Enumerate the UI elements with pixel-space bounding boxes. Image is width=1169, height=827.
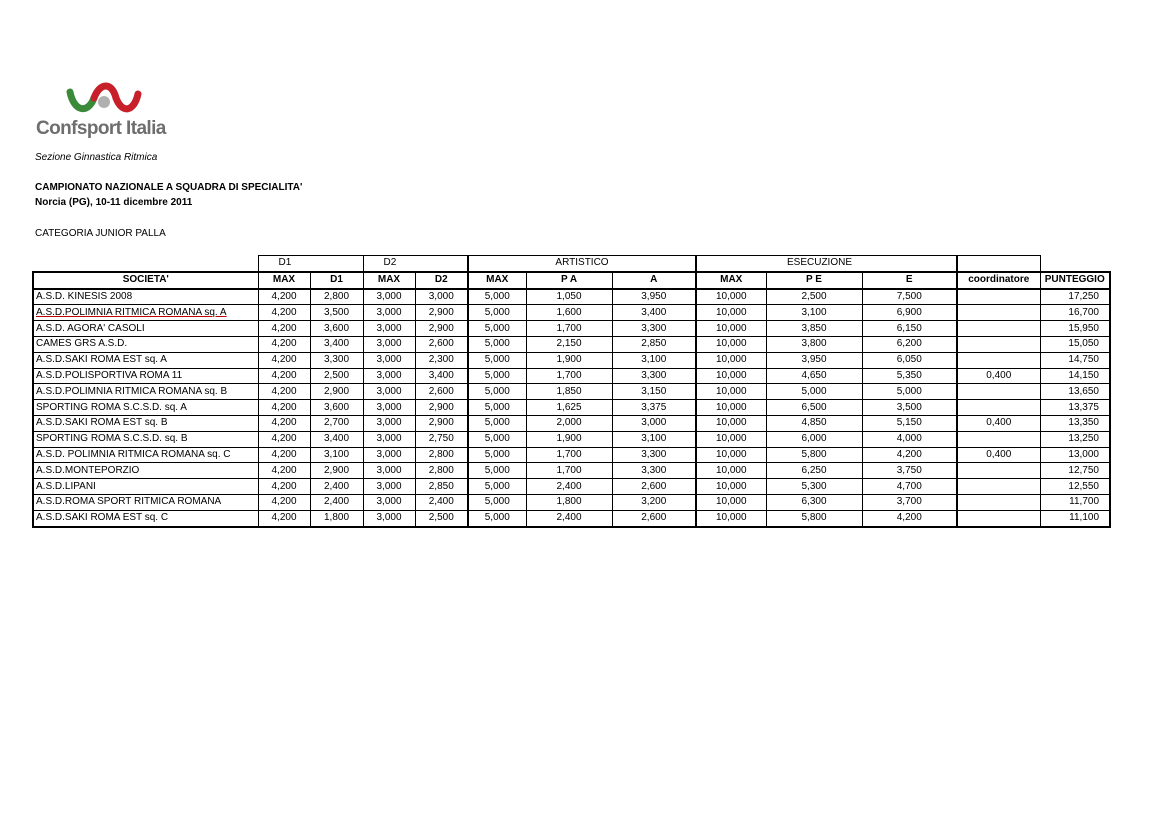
cell-societa: A.S.D.SAKI ROMA EST sq. B — [33, 415, 258, 431]
cell-max-d1: 4,200 — [258, 384, 310, 400]
cell-max-artistico: 5,000 — [468, 384, 526, 400]
cell-max-d2: 3,000 — [363, 321, 415, 337]
cell-pa: 2,150 — [526, 336, 612, 352]
cell-punteggio: 12,550 — [1040, 479, 1110, 495]
cell-pa: 2,400 — [526, 479, 612, 495]
cell-pe: 5,000 — [766, 384, 862, 400]
col-header-pe: P E — [766, 272, 862, 289]
group-d2-cont — [415, 256, 468, 272]
results-table — [32, 255, 1111, 528]
cell-max-d1: 4,200 — [258, 352, 310, 368]
cell-max-d2: 3,000 — [363, 384, 415, 400]
cell-max-d2: 3,000 — [363, 289, 415, 305]
cell-a: 3,300 — [612, 321, 696, 337]
col-header-punteggio: PUNTEGGIO — [1040, 272, 1110, 289]
group-d1-cont — [310, 256, 363, 272]
cell-max-artistico: 5,000 — [468, 510, 526, 526]
cell-a: 3,375 — [612, 400, 696, 416]
cell-coordinatore — [957, 336, 1040, 352]
cell-a: 3,100 — [612, 431, 696, 447]
cell-punteggio: 13,000 — [1040, 447, 1110, 463]
cell-e: 5,000 — [862, 384, 957, 400]
cell-punteggio: 13,250 — [1040, 431, 1110, 447]
cell-max-d1: 4,200 — [258, 463, 310, 479]
cell-societa: A.S.D.LIPANI — [33, 479, 258, 495]
cell-e: 4,200 — [862, 447, 957, 463]
cell-e: 3,750 — [862, 463, 957, 479]
cell-d1: 3,500 — [310, 305, 363, 321]
cell-e: 3,500 — [862, 400, 957, 416]
cell-d2: 2,900 — [415, 415, 468, 431]
table-row — [33, 415, 1110, 431]
cell-max-esecuzione: 10,000 — [696, 336, 766, 352]
cell-pe: 2,500 — [766, 289, 862, 305]
column-header-row — [33, 272, 1110, 289]
cell-pe: 4,850 — [766, 415, 862, 431]
cell-pe: 6,250 — [766, 463, 862, 479]
cell-coordinatore — [957, 494, 1040, 510]
group-header-row — [33, 256, 1110, 272]
cell-e: 4,700 — [862, 479, 957, 495]
cell-societa: A.S.D.SAKI ROMA EST sq. A — [33, 352, 258, 368]
cell-e: 6,200 — [862, 336, 957, 352]
cell-max-artistico: 5,000 — [468, 400, 526, 416]
cell-a: 3,950 — [612, 289, 696, 305]
cell-max-d2: 3,000 — [363, 479, 415, 495]
cell-societa: A.S.D.POLIMNIA RITMICA ROMANA sq. B — [33, 384, 258, 400]
cell-max-d1: 4,200 — [258, 321, 310, 337]
cell-d1: 2,400 — [310, 479, 363, 495]
cell-d2: 2,800 — [415, 463, 468, 479]
cell-e: 6,150 — [862, 321, 957, 337]
cell-pe: 5,800 — [766, 447, 862, 463]
cell-pa: 1,600 — [526, 305, 612, 321]
cell-societa: A.S.D.POLIMNIA RITMICA ROMANA sq. A — [33, 305, 258, 321]
cell-coordinatore — [957, 321, 1040, 337]
table-row — [33, 479, 1110, 495]
cell-max-d1: 4,200 — [258, 368, 310, 384]
category-label: CATEGORIA JUNIOR PALLA — [35, 228, 166, 239]
cell-coordinatore — [957, 400, 1040, 416]
cell-max-d1: 4,200 — [258, 479, 310, 495]
cell-d1: 3,400 — [310, 431, 363, 447]
cell-punteggio: 11,100 — [1040, 510, 1110, 526]
col-header-max-d1: MAX — [258, 272, 310, 289]
cell-punteggio: 13,375 — [1040, 400, 1110, 416]
cell-max-d2: 3,000 — [363, 368, 415, 384]
cell-pa: 1,900 — [526, 431, 612, 447]
cell-e: 6,900 — [862, 305, 957, 321]
cell-d1: 2,500 — [310, 368, 363, 384]
cell-pe: 3,100 — [766, 305, 862, 321]
cell-pe: 4,650 — [766, 368, 862, 384]
cell-max-esecuzione: 10,000 — [696, 463, 766, 479]
group-d2: D2 — [363, 256, 415, 272]
cell-max-artistico: 5,000 — [468, 494, 526, 510]
cell-coordinatore — [957, 384, 1040, 400]
col-header-coordinatore: coordinatore — [957, 272, 1040, 289]
cell-e: 6,050 — [862, 352, 957, 368]
col-header-a: A — [612, 272, 696, 289]
cell-max-artistico: 5,000 — [468, 321, 526, 337]
table-row — [33, 289, 1110, 305]
cell-a: 3,000 — [612, 415, 696, 431]
cell-pa: 2,000 — [526, 415, 612, 431]
cell-d2: 2,600 — [415, 336, 468, 352]
col-header-pa: P A — [526, 272, 612, 289]
cell-e: 5,150 — [862, 415, 957, 431]
cell-max-esecuzione: 10,000 — [696, 479, 766, 495]
cell-pa: 1,700 — [526, 463, 612, 479]
group-artistico: ARTISTICO — [468, 256, 696, 272]
cell-punteggio: 14,150 — [1040, 368, 1110, 384]
cell-a: 3,300 — [612, 368, 696, 384]
logo-text: Confsport Italia — [36, 118, 166, 139]
cell-d2: 2,800 — [415, 447, 468, 463]
cell-a: 3,400 — [612, 305, 696, 321]
results-body — [33, 289, 1110, 527]
cell-punteggio: 15,950 — [1040, 321, 1110, 337]
cell-e: 3,700 — [862, 494, 957, 510]
cell-a: 3,150 — [612, 384, 696, 400]
cell-e: 5,350 — [862, 368, 957, 384]
cell-punteggio: 13,650 — [1040, 384, 1110, 400]
cell-d2: 2,600 — [415, 384, 468, 400]
table-row — [33, 321, 1110, 337]
cell-punteggio: 12,750 — [1040, 463, 1110, 479]
cell-max-esecuzione: 10,000 — [696, 352, 766, 368]
cell-d1: 1,800 — [310, 510, 363, 526]
cell-punteggio: 11,700 — [1040, 494, 1110, 510]
cell-max-esecuzione: 10,000 — [696, 321, 766, 337]
table-row — [33, 305, 1110, 321]
cell-punteggio: 17,250 — [1040, 289, 1110, 305]
section-label: Sezione Ginnastica Ritmica — [35, 152, 158, 163]
group-d1: D1 — [258, 256, 310, 272]
cell-max-esecuzione: 10,000 — [696, 368, 766, 384]
cell-max-esecuzione: 10,000 — [696, 447, 766, 463]
cell-d2: 2,750 — [415, 431, 468, 447]
col-header-d1: D1 — [310, 272, 363, 289]
cell-pa: 1,800 — [526, 494, 612, 510]
cell-max-artistico: 5,000 — [468, 336, 526, 352]
cell-d1: 2,900 — [310, 384, 363, 400]
cell-max-esecuzione: 10,000 — [696, 415, 766, 431]
cell-punteggio: 14,750 — [1040, 352, 1110, 368]
cell-d1: 3,600 — [310, 321, 363, 337]
cell-max-artistico: 5,000 — [468, 415, 526, 431]
cell-pe: 5,800 — [766, 510, 862, 526]
cell-d2: 2,500 — [415, 510, 468, 526]
cell-societa: A.S.D.MONTEPORZIO — [33, 463, 258, 479]
cell-pe: 5,300 — [766, 479, 862, 495]
table-row — [33, 447, 1110, 463]
cell-societa: A.S.D. POLIMNIA RITMICA ROMANA sq. C — [33, 447, 258, 463]
cell-d1: 2,700 — [310, 415, 363, 431]
cell-coordinatore — [957, 305, 1040, 321]
cell-coordinatore: 0,400 — [957, 415, 1040, 431]
cell-d1: 3,600 — [310, 400, 363, 416]
cell-coordinatore — [957, 352, 1040, 368]
cell-max-esecuzione: 10,000 — [696, 494, 766, 510]
page-title: CAMPIONATO NAZIONALE A SQUADRA DI SPECIALITA' — [35, 182, 303, 193]
group-spacer-end — [1040, 256, 1110, 272]
group-coordinatore — [957, 256, 1040, 272]
cell-societa: A.S.D. KINESIS 2008 — [33, 289, 258, 305]
cell-max-artistico: 5,000 — [468, 305, 526, 321]
group-esecuzione: ESECUZIONE — [696, 256, 957, 272]
table-row — [33, 336, 1110, 352]
cell-a: 3,300 — [612, 447, 696, 463]
cell-max-d1: 4,200 — [258, 431, 310, 447]
cell-d1: 2,900 — [310, 463, 363, 479]
cell-coordinatore — [957, 510, 1040, 526]
table-row — [33, 368, 1110, 384]
cell-d2: 2,900 — [415, 305, 468, 321]
table-row — [33, 384, 1110, 400]
cell-max-d1: 4,200 — [258, 447, 310, 463]
cell-pa: 1,850 — [526, 384, 612, 400]
col-header-max-d2: MAX — [363, 272, 415, 289]
cell-e: 7,500 — [862, 289, 957, 305]
cell-pa: 1,700 — [526, 321, 612, 337]
confsport-logo — [34, 78, 179, 144]
cell-max-esecuzione: 10,000 — [696, 431, 766, 447]
cell-a: 3,300 — [612, 463, 696, 479]
table-row — [33, 494, 1110, 510]
cell-d2: 2,400 — [415, 494, 468, 510]
table-row — [33, 431, 1110, 447]
cell-pa: 1,700 — [526, 447, 612, 463]
cell-a: 2,850 — [612, 336, 696, 352]
cell-max-artistico: 5,000 — [468, 447, 526, 463]
cell-d2: 2,900 — [415, 321, 468, 337]
cell-pe: 6,000 — [766, 431, 862, 447]
cell-max-d2: 3,000 — [363, 447, 415, 463]
cell-max-esecuzione: 10,000 — [696, 400, 766, 416]
cell-max-d2: 3,000 — [363, 494, 415, 510]
cell-societa: SPORTING ROMA S.C.S.D. sq. A — [33, 400, 258, 416]
logo-emblem-icon — [64, 78, 144, 118]
cell-d1: 3,400 — [310, 336, 363, 352]
cell-e: 4,000 — [862, 431, 957, 447]
cell-punteggio: 15,050 — [1040, 336, 1110, 352]
cell-max-d2: 3,000 — [363, 431, 415, 447]
cell-max-d1: 4,200 — [258, 305, 310, 321]
cell-coordinatore — [957, 431, 1040, 447]
cell-pa: 1,050 — [526, 289, 612, 305]
cell-coordinatore — [957, 463, 1040, 479]
cell-max-artistico: 5,000 — [468, 289, 526, 305]
group-spacer — [33, 256, 258, 272]
cell-a: 3,100 — [612, 352, 696, 368]
cell-max-d1: 4,200 — [258, 289, 310, 305]
cell-coordinatore — [957, 289, 1040, 305]
cell-societa: A.S.D.SAKI ROMA EST sq. C — [33, 510, 258, 526]
cell-a: 3,200 — [612, 494, 696, 510]
event-place-date: Norcia (PG), 10-11 dicembre 2011 — [35, 197, 193, 208]
cell-d2: 2,850 — [415, 479, 468, 495]
table-row — [33, 463, 1110, 479]
cell-d2: 3,000 — [415, 289, 468, 305]
cell-max-d1: 4,200 — [258, 400, 310, 416]
cell-d2: 2,900 — [415, 400, 468, 416]
col-header-e: E — [862, 272, 957, 289]
cell-max-artistico: 5,000 — [468, 352, 526, 368]
table-row — [33, 400, 1110, 416]
cell-pe: 3,800 — [766, 336, 862, 352]
cell-pe: 6,300 — [766, 494, 862, 510]
cell-punteggio: 13,350 — [1040, 415, 1110, 431]
cell-coordinatore: 0,400 — [957, 368, 1040, 384]
cell-max-d1: 4,200 — [258, 510, 310, 526]
cell-max-esecuzione: 10,000 — [696, 305, 766, 321]
cell-max-d1: 4,200 — [258, 336, 310, 352]
cell-pe: 6,500 — [766, 400, 862, 416]
cell-max-d2: 3,000 — [363, 336, 415, 352]
cell-d2: 3,400 — [415, 368, 468, 384]
cell-punteggio: 16,700 — [1040, 305, 1110, 321]
cell-pa: 2,400 — [526, 510, 612, 526]
cell-max-d2: 3,000 — [363, 400, 415, 416]
cell-max-esecuzione: 10,000 — [696, 510, 766, 526]
cell-pa: 1,700 — [526, 368, 612, 384]
cell-max-artistico: 5,000 — [468, 431, 526, 447]
cell-max-d2: 3,000 — [363, 352, 415, 368]
cell-pa: 1,900 — [526, 352, 612, 368]
cell-max-d2: 3,000 — [363, 415, 415, 431]
cell-max-d2: 3,000 — [363, 463, 415, 479]
col-header-max-artistico: MAX — [468, 272, 526, 289]
col-header-societa: SOCIETA' — [33, 272, 258, 289]
cell-max-esecuzione: 10,000 — [696, 289, 766, 305]
cell-max-d2: 3,000 — [363, 305, 415, 321]
cell-d2: 2,300 — [415, 352, 468, 368]
cell-max-d1: 4,200 — [258, 415, 310, 431]
cell-coordinatore — [957, 479, 1040, 495]
cell-d1: 2,400 — [310, 494, 363, 510]
cell-max-artistico: 5,000 — [468, 463, 526, 479]
table-row — [33, 510, 1110, 526]
cell-e: 4,200 — [862, 510, 957, 526]
cell-pe: 3,950 — [766, 352, 862, 368]
col-header-max-esecuzione: MAX — [696, 272, 766, 289]
cell-max-esecuzione: 10,000 — [696, 384, 766, 400]
cell-societa: SPORTING ROMA S.C.S.D. sq. B — [33, 431, 258, 447]
cell-societa: A.S.D. AGORA' CASOLI — [33, 321, 258, 337]
cell-max-artistico: 5,000 — [468, 479, 526, 495]
cell-pa: 1,625 — [526, 400, 612, 416]
col-header-d2: D2 — [415, 272, 468, 289]
cell-a: 2,600 — [612, 479, 696, 495]
cell-max-artistico: 5,000 — [468, 368, 526, 384]
cell-d1: 3,100 — [310, 447, 363, 463]
cell-pe: 3,850 — [766, 321, 862, 337]
cell-max-d2: 3,000 — [363, 510, 415, 526]
cell-d1: 2,800 — [310, 289, 363, 305]
cell-societa: A.S.D.POLISPORTIVA ROMA 11 — [33, 368, 258, 384]
cell-societa: CAMES GRS A.S.D. — [33, 336, 258, 352]
cell-d1: 3,300 — [310, 352, 363, 368]
cell-max-d1: 4,200 — [258, 494, 310, 510]
cell-a: 2,600 — [612, 510, 696, 526]
cell-coordinatore: 0,400 — [957, 447, 1040, 463]
cell-societa: A.S.D.ROMA SPORT RITMICA ROMANA — [33, 494, 258, 510]
table-row — [33, 352, 1110, 368]
